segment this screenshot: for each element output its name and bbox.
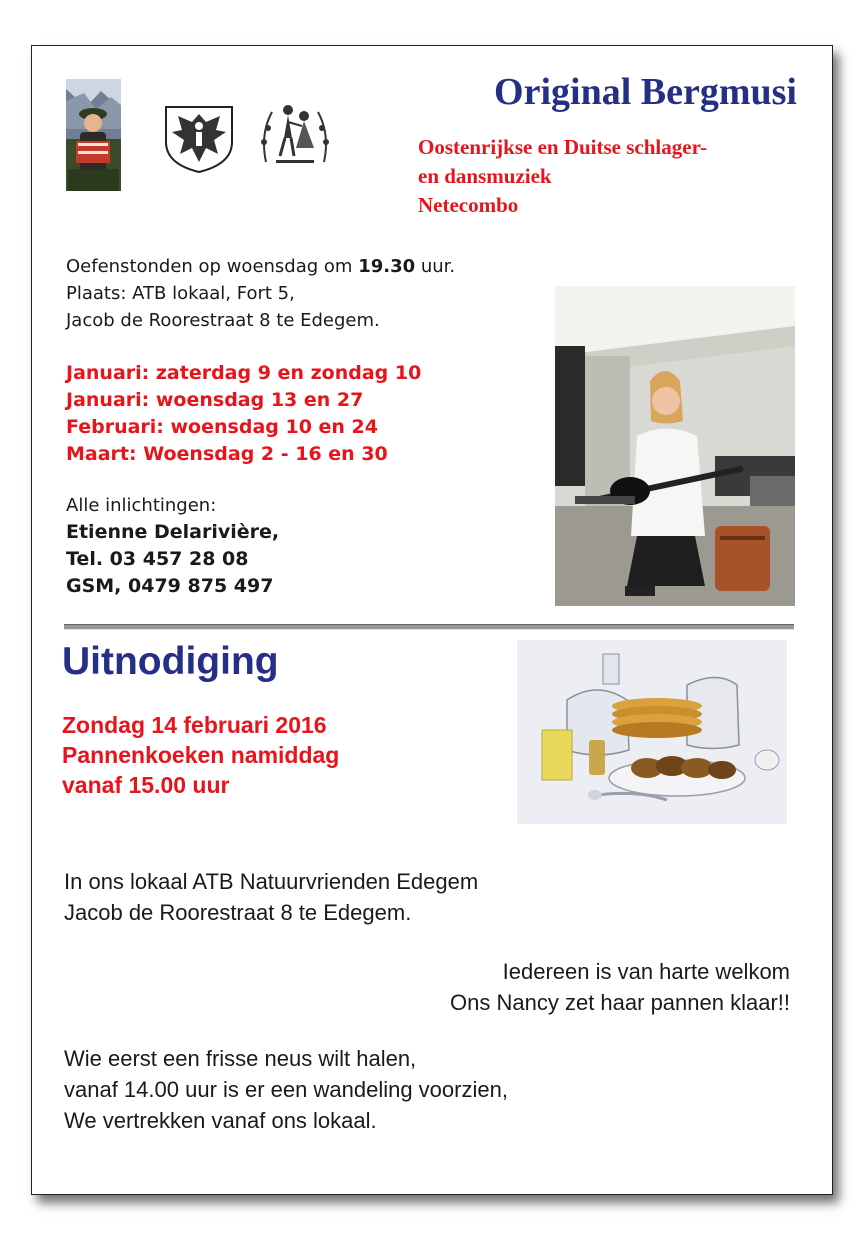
- location-line: In ons lokaal ATB Natuurvrienden Edegem: [64, 869, 479, 894]
- invitation-title: Uitnodiging: [62, 640, 279, 683]
- section-divider: [64, 624, 794, 630]
- contact-name: Etienne Delarivière,: [66, 521, 280, 543]
- subtitle-line: Oostenrijkse en Duitse schlager-: [418, 135, 708, 159]
- welcome-line: Iedereen is van harte welkom: [502, 959, 790, 984]
- date-line: Februari: woensdag 10 en 24: [66, 416, 378, 438]
- event-line: vanaf 15.00 uur: [62, 772, 230, 798]
- walk-line: We vertrekken vanaf ons lokaal.: [64, 1108, 377, 1133]
- practice-line: [66, 253, 546, 280]
- practice-info: [66, 253, 546, 334]
- contact-heading: Alle inlichtingen:: [66, 495, 217, 516]
- event-location: [64, 866, 664, 928]
- contact-tel: Tel. 03 457 28 08: [66, 548, 249, 570]
- location-line: Jacob de Roorestraat 8 te Edegem.: [64, 900, 412, 925]
- contact-info: [66, 492, 546, 600]
- event-line: Zondag 14 februari 2016: [62, 712, 327, 738]
- accordion-player-photo: [66, 79, 121, 191]
- subtitle-line: Netecombo: [418, 193, 519, 217]
- band-subtitle: [418, 133, 798, 220]
- band-title: Original Bergmusi: [494, 71, 797, 113]
- date-line: Januari: zaterdag 9 en zondag 10: [66, 362, 422, 384]
- flyer-page: [31, 45, 833, 1195]
- practice-location: Plaats: ATB lokaal, Fort 5,: [66, 283, 295, 304]
- date-line: Maart: Woensdag 2 - 16 en 30: [66, 443, 388, 465]
- pancakes-drawing: [517, 640, 787, 824]
- subtitle-line: en dansmuziek: [418, 164, 552, 188]
- eagle-coat-of-arms-icon: [162, 104, 236, 174]
- practice-suffix: uur.: [415, 256, 456, 277]
- event-line: Pannenkoeken namiddag: [62, 742, 340, 768]
- contact-gsm: GSM, 0479 875 497: [66, 575, 274, 597]
- date-line: Januari: woensdag 13 en 27: [66, 389, 364, 411]
- rehearsal-dates: [66, 360, 546, 468]
- event-details: [62, 710, 492, 800]
- practice-address: Jacob de Roorestraat 8 te Edegem.: [66, 310, 380, 331]
- welcome-message: [362, 956, 790, 1018]
- dancing-couple-emblem-icon: [258, 98, 332, 172]
- practice-prefix: Oefenstonden op woensdag om: [66, 256, 359, 277]
- walk-line: Wie eerst een frisse neus wilt halen,: [64, 1046, 417, 1071]
- walk-line: vanaf 14.00 uur is er een wandeling voorzien,: [64, 1077, 508, 1102]
- welcome-line: Ons Nancy zet haar pannen klaar!!: [450, 990, 790, 1015]
- bass-guitar-player-photo: [555, 286, 795, 606]
- practice-time: 19.30: [358, 256, 416, 277]
- walk-info: [64, 1043, 714, 1136]
